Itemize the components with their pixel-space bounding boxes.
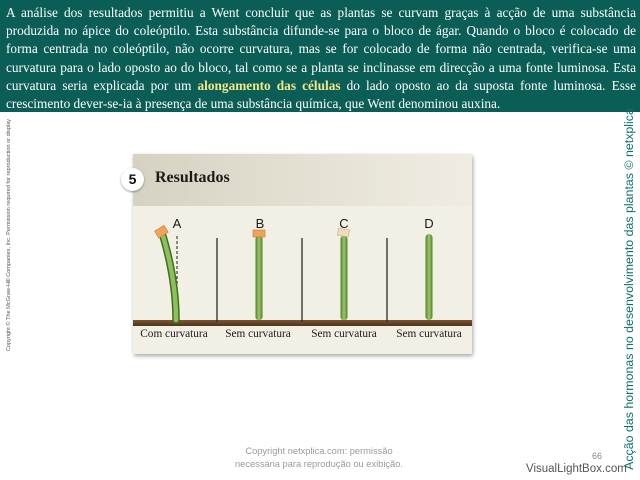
plants-illustration [133,206,472,328]
plant-c [337,216,349,320]
copyright-side-note: Copyright © The McGraw-Hill Companies, Inc. Permission required for reproduction or display [6,118,12,352]
footer-line-2: necessária para reprodução ou exibição. [235,459,403,469]
plant-a [155,216,182,320]
plant-label-b: B [255,216,265,231]
header-text [6,4,636,113]
caption-c: Sem curvatura [311,328,377,340]
agar-block [253,230,265,237]
caption-a: Com curvatura [140,328,208,340]
header-banner [0,0,640,112]
side-title: Acção das hormonas no desenvolvimento das plantas © netxplica [622,108,636,470]
header-text-part2: do lado oposto ao da suposta fonte luminosa. Esse crescimento dever-se-ia à presença de uma substância química, que Went denominou auxina. [6,77,636,112]
plant-d [424,216,433,320]
page-number: 66 [592,451,603,461]
plant-label-d: D [424,216,434,231]
captions-row [133,328,472,348]
header-text-part1: A análise dos resultados permitiu a Went concluir que as plantas se curvam graças à acção de uma substância produzida no ápice do coleóptilo. Esta substância difunde-se para o bloco de ágar. Quando o bloco é colocado de forma centrada no coleóptilo, não ocorre curvatura, mas se for colocado de forma não centrada, verifica-se uma curvatura para o lado oposto ao do bloco, tal como se a planta se inclinasse em direcção a uma fonte luminosa. Esta curvatura seria explicada por um [6,5,636,93]
plant-label-c: C [339,216,349,231]
footer-line-1: Copyright netxplica.com: permissão [245,446,393,456]
caption-d: Sem curvatura [396,328,462,340]
figure-header [128,154,472,206]
plant-label-a: A [172,216,182,231]
results-figure [128,154,472,354]
header-highlight: alongamento das células [197,77,341,93]
caption-b: Sem curvatura [225,328,291,340]
figure-title: Resultados [155,169,230,186]
watermark[interactable]: VisualLightBox.com [526,463,627,475]
step-badge: 5 [121,168,144,191]
plant-b [253,216,265,320]
footer-copyright [210,445,428,471]
